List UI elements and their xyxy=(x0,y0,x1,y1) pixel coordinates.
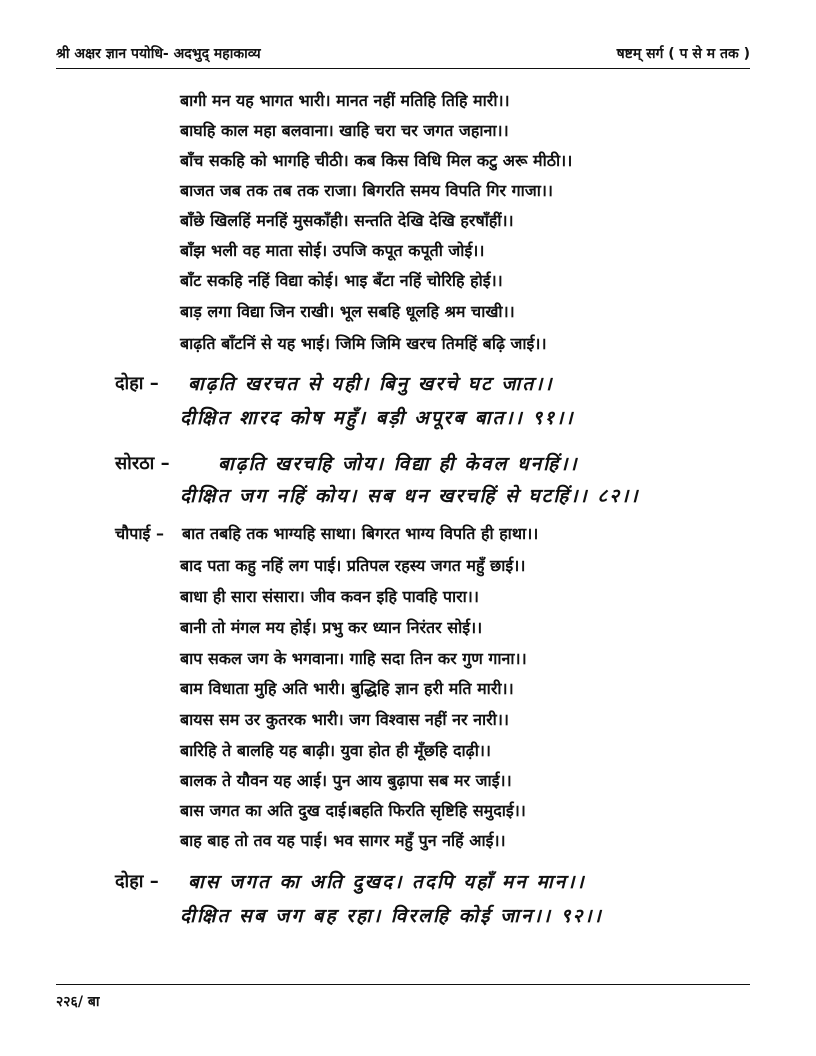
footer-divider xyxy=(56,984,750,985)
verse-line: बालक ते यौवन यह आई। पुन आय बुढ़ापा सब मर जाई।। xyxy=(180,771,512,790)
verse-line: बाजत जब तक तब तक राजा। बिगरति समय विपति गिर गाजा।। xyxy=(180,181,553,200)
verse-line: बाघहि काल महा बलवाना। खाहि चरा चर जगत जहाना।। xyxy=(180,121,509,140)
book-title: श्री अक्षर ज्ञान पयोधि- अदभुद् महाकाव्य xyxy=(56,46,261,62)
verse-line: बारिहि ते बालहि यह बाढ़ी। युवा होत ही मूँछहि दाढ़ी।। xyxy=(180,741,491,760)
verse-line: बायस सम उर कुतरक भारी। जग विश्वास नहीं नर नारी।। xyxy=(180,710,509,729)
doha-line: बाढ़ति खरचत से यही। बिनु खरचे घट जात।। xyxy=(188,373,554,395)
chapter-title: षष्टम् सर्ग ( प से म तक ) xyxy=(616,46,750,62)
doha-line: दीक्षित सब जग बह रहा। विरलहि कोई जान।। ९२।। xyxy=(180,905,603,927)
verse-line: बाह बाह तो तव यह पाई। भव सागर महुँ पुन नहिं आई।। xyxy=(180,831,506,850)
verse-line: बाप सकल जग के भगवाना। गाहि सदा तिन कर गुण गाना।। xyxy=(180,649,527,668)
verse-line: बाढ़ति बाँटनिं से यह भाई। जिमि जिमि खरच तिमहिं बढ़ि जाई।। xyxy=(180,334,547,353)
header-divider xyxy=(56,68,750,69)
chaupai-label: चौपाई – xyxy=(115,524,164,543)
verse-line: बाधा ही सारा संसारा। जीव कवन इहि पावहि पारा।। xyxy=(180,587,479,606)
verse-line: बाँट सकहि नहिं विद्या कोई। भाइ बँटा नहिं चोरिहि होई।। xyxy=(180,271,503,290)
doha-label: दोहा – xyxy=(115,871,159,892)
sortha-line: बाढ़ति खरचहि जोय। विद्या ही केवल धनहिं।। xyxy=(218,453,579,475)
verse-line: बास जगत का अति दुख दाई।बहति फिरति सृष्टिहि समुदाई।। xyxy=(180,801,526,820)
sortha-label: सोरठा – xyxy=(115,453,170,474)
verse-line: बाम विधाता मुहि अति भारी। बुद्धिहि ज्ञान हरी मति मारी।। xyxy=(180,679,514,698)
sortha-line: दीक्षित जग नहिं कोय। सब धन खरचहिं से घटहिं।। ८२।। xyxy=(180,485,640,507)
verse-line: बानी तो मंगल मय होई। प्रभु कर ध्यान निरंतर सोई।। xyxy=(180,618,483,637)
verse-line: बाड़ लगा विद्या जिन राखी। भूल सबहि धूलहि श्रम चाखी।। xyxy=(180,302,515,321)
page-number: २२६/ बा xyxy=(56,994,100,1010)
page-header xyxy=(56,40,750,64)
verse-line: बाँच सकहि को भागहि चीठी। कब किस विधि मिल कटु अरू मीठी।। xyxy=(180,151,573,170)
verse-line: बाँछे खिलहिं मनहिं मुसकाँही। सन्तति देखि देखि हरषाँहीं।। xyxy=(180,211,514,230)
doha-line: बास जगत का अति दुखद। तदपि यहाँ मन मान।। xyxy=(188,871,586,893)
verse-line: बात तबहि तक भाग्यहि साथा। बिगरत भाग्य विपति ही हाथा।। xyxy=(182,524,539,543)
verse-line: बागी मन यह भागत भारी। मानत नहीं मतिहि तिहि मारी।। xyxy=(180,91,510,110)
verse-line: बाँझ भली वह माता सोई। उपजि कपूत कपूती जोई।। xyxy=(180,241,485,260)
doha-line: दीक्षित शारद कोष महुँ। बड़ी अपूरब बात।। ९१।। xyxy=(180,407,575,429)
doha-label: दोहा – xyxy=(115,373,159,394)
verse-line: बाद पता कहु नहिं लग पाई। प्रतिपल रहस्य जगत महुँ छाई।। xyxy=(180,556,526,575)
